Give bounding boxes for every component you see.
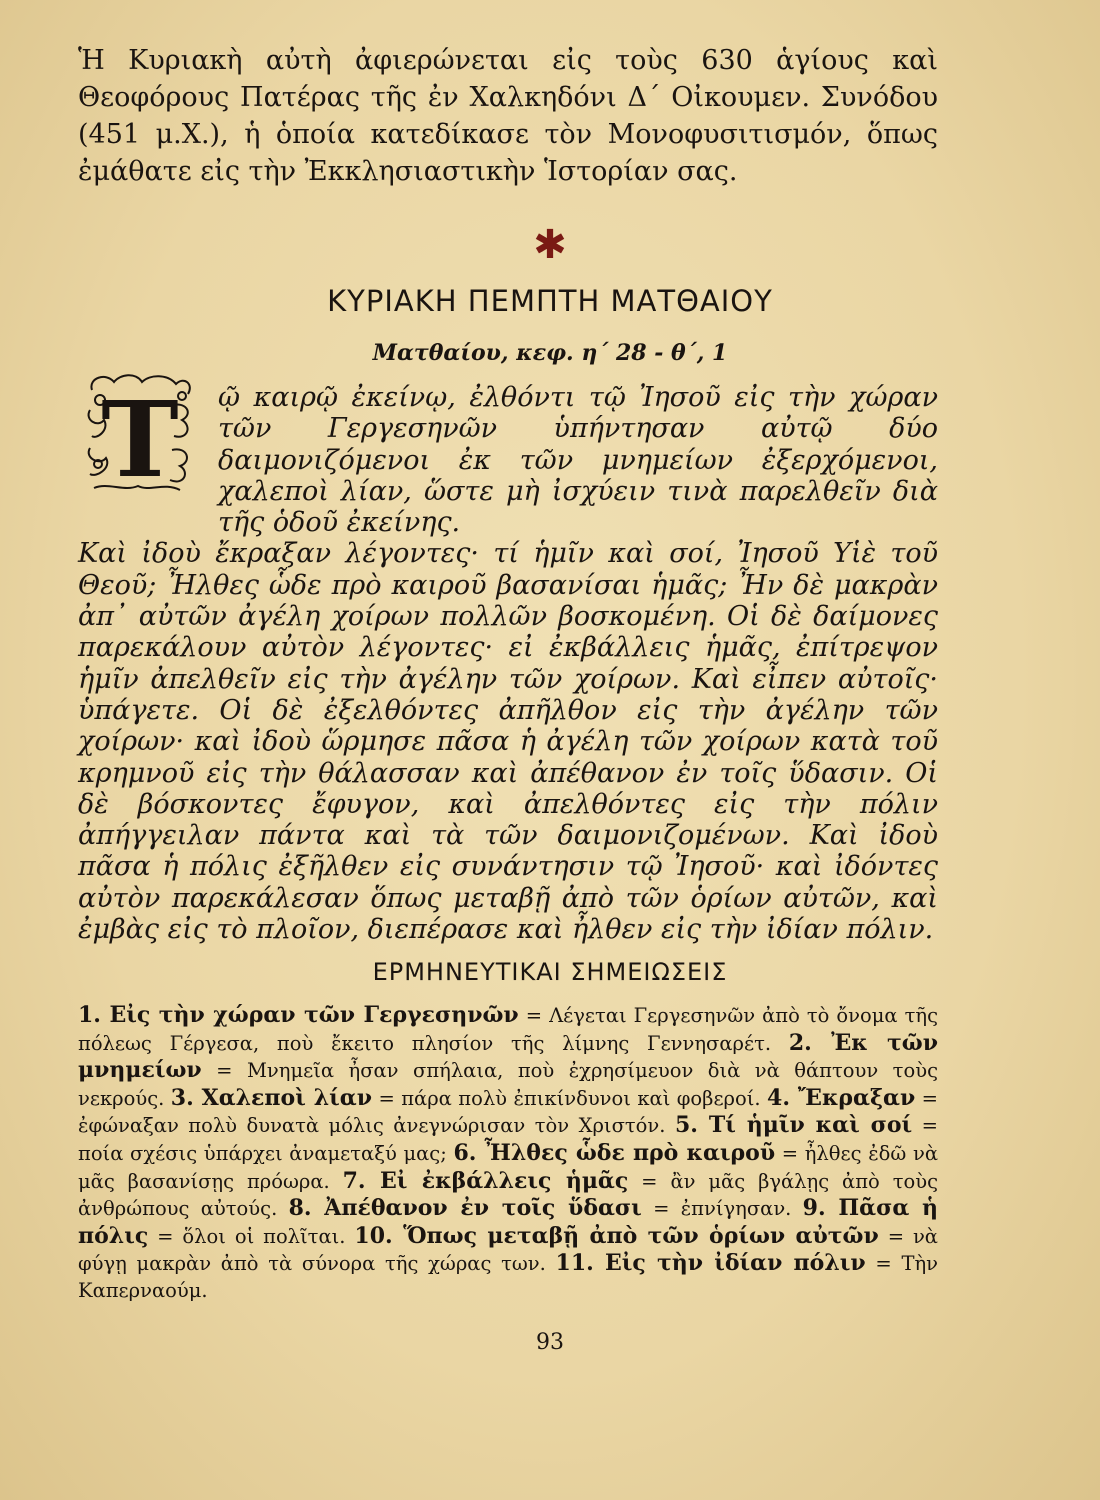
notes-list: 1. Εἰς τὴν χώραν τῶν Γεργεσηνῶν = Λέγεται Γεργεσηνῶν ἀπὸ τὸ ὄνομα τῆς πόλεως Γέργεσα, ποὺ ἔκειτο πλησίον τῆς λίμνης Γεννησαρέτ. 2. Ἐκ τῶν μνημείων = Μνημεῖα ἦσαν σπήλαια, ποὺ ἐχρησίμευον διὰ νὰ θάπτουν τοὺς νεκρούς. 3. Χαλεποὶ λίαν = πάρα πολὺ ἐπικίνδυνοι καὶ φοβεροί. 4. Ἔκραξαν = ἐφώναξαν πολὺ δυνατὰ μόλις ἀνεγνώρισαν τὸν Χριστόν. 5. Τί ἡμῖν καὶ σοί = ποία σχέσις ὑπάρχει ἀναμεταξύ μας; 6. Ἦλθες ὧδε πρὸ καιροῦ = ἦλθες ἐδῶ νὰ μᾶς βασανίσῃς πρόωρα. 7. Εἰ ἐκβάλλεις ἡμᾶς = ἂν μᾶς βγάλῃς ἀπὸ τοὺς ἀνθρώπους αὐτούς. 8. Ἀπέθανον ἐν τοῖς ὕδασι = ἐπνίγησαν. 9. Πᾶσα ἡ πόλις = ὅλοι οἱ πολῖται. 10. Ὅπως μεταβῇ ἀπὸ τῶν ὁρίων αὐτῶν = νὰ φύγῃ μακρὰν ἀπὸ τὰ σύνορα τῆς χώρας των. 11. Εἰς τὴν ἰδίαν πόλιν = Τὴν Καπερναούμ. — [78, 1002, 938, 1302]
note-definition: ἐπνίγησαν. — [680, 1197, 792, 1221]
asterisk-ornament-icon: ✱ — [533, 222, 567, 268]
intro-paragraph: Ἡ Κυριακὴ αὐτὴ ἀφιερώνεται εἰς τοὺς 630 ἁγίους καὶ Θεοφόρους Πατέρας τῆς ἐν Χαλκηδόνι Δ΄ Οἰκουμεν. Συνόδου (451 μ.Χ.), ἡ ὁποία κατεδίκασε τὸν Μονοφυσιτισμόν, ὅπως ἐμάθατε εἰς τὴν Ἐκκλησιαστικὴν Ἱστορίαν σας. — [78, 45, 938, 187]
note-definition: Μνημεῖα ἦσαν σπήλαια, ποὺ ἐχρησίμευον διὰ νὰ θάπτουν τοὺς νεκρούς. — [78, 1059, 938, 1110]
gospel-text — [78, 382, 938, 945]
note-term: 8. Ἀπέθανον ἐν τοῖς ὕδασι — [288, 1195, 642, 1222]
note-definition: ἐφώναξαν πολὺ δυνατὰ μόλις ἀνεγνώρισαν τὸν Χριστόν. — [78, 1114, 666, 1138]
note-term: 2. Ἐκ τῶν μνημείων — [78, 1029, 938, 1084]
note-term: 11. Εἰς τὴν ἰδίαν πόλιν — [555, 1250, 866, 1277]
note-definition: ὅλοι οἱ πολῖται. — [182, 1224, 346, 1248]
drop-cap-letter: Τ — [101, 378, 179, 498]
note-definition: πάρα πολὺ ἐπικίνδυνοι καὶ φοβεροί. — [401, 1086, 761, 1110]
page-number: 93 — [536, 1330, 564, 1355]
note-term: 1. Εἰς τὴν χώραν τῶν Γεργεσηνῶν — [78, 1002, 519, 1028]
note-definition: Λέγεται Γεργεσηνῶν ἀπὸ τὸ ὄνομα τῆς πόλεως Γέργεσα, ποὺ ἔκειτο πλησίον τῆς λίμνης Γεννησαρέτ. — [78, 1004, 938, 1055]
note-definition: Τὴν Καπερναούμ. — [78, 1252, 938, 1302]
gospel-opening: ῷ καιρῷ ἐκείνῳ, ἐλθόντι τῷ Ἰησοῦ εἰς τὴν χώραν τῶν Γεργεσηνῶν ὑπήντησαν αὐτῷ δύο δαιμονιζόμενοι ἐκ τῶν μνημείων ἐξερχόμενοι, χαλεποὶ λίαν, ὥστε μὴ ἰσχύειν τινὰ παρελθεῖν διὰ τῆς ὁδοῦ ἐκείνης. — [218, 382, 938, 539]
section-title: ΚΥΡΙΑΚΗ ΠΕΜΠΤΗ ΜΑΤΘΑΙΟΥ — [327, 284, 773, 318]
note-term: 5. Τί ἡμῖν καὶ σοί — [674, 1112, 913, 1139]
note-definition: ἦλθες ἐδῶ νὰ μᾶς βασανίσῃς πρόωρα. — [78, 1141, 938, 1193]
note-definition: νὰ φύγῃ μακρὰν ἀπὸ τὰ σύνορα τῆς χώρας των. — [78, 1224, 938, 1276]
notes-heading: ΕΡΜΗΝΕΥΤΙΚΑΙ ΣΗΜΕΙΩΣΕΙΣ — [372, 958, 728, 986]
note-term: 9. Πᾶσα ἡ πόλις — [78, 1195, 938, 1249]
note-definition: ἂν μᾶς βγάλῃς ἀπὸ τοὺς ἀνθρώπους αὐτούς. — [78, 1169, 938, 1221]
note-term: 3. Χαλεποὶ λίαν — [170, 1084, 373, 1111]
note-term: 7. Εἰ ἐκβάλλεις ἡμᾶς — [342, 1167, 629, 1194]
scripture-reference: Ματθαίου, κεφ. η΄ 28 - θ΄, 1 — [372, 340, 728, 366]
note-term: 4. Ἔκραξαν — [767, 1084, 916, 1111]
note-term: 10. Ὅπως μεταβῇ ἀπὸ τῶν ὁρίων αὐτῶν — [354, 1222, 879, 1249]
note-term: 6. Ἦλθες ὧδε πρὸ καιροῦ — [453, 1139, 776, 1166]
gospel-continuation: Καὶ ἰδοὺ ἔκραξαν λέγοντες· τί ἡμῖν καὶ σοί, Ἰησοῦ Υἱὲ τοῦ Θεοῦ; Ἦλθες ὧδε πρὸ καιροῦ βασανίσαι ἡμᾶς; Ἦν δὲ μακρὰν ἀπ᾿ αὐτῶν ἀγέλη χοίρων πολλῶν βοσκομένη. Οἱ δὲ δαίμονες παρεκάλουν αὐτὸν λέγοντες· εἰ ἐκβάλλεις ἡμᾶς, ἐπίτρεψον ἡμῖν ἀπελθεῖν εἰς τὴν ἀγέλην τῶν χοίρων. Καὶ εἶπεν αὐτοῖς· ὑπάγετε. Οἱ δὲ ἐξελθόντες ἀπῆλθον εἰς τὴν ἀγέλην τῶν χοίρων· καὶ ἰδοὺ ὥρμησε πᾶσα ἡ ἀγέλη τῶν χοίρων κατὰ τοῦ κρημνοῦ εἰς τὴν θάλασσαν καὶ ἀπέθανον ἐν τοῖς ὕδασιν. Οἱ δὲ βόσκοντες ἔφυγον, καὶ ἀπελθόντες εἰς τὴν πόλιν ἀπήγγειλαν πάντα καὶ τὰ τῶν δαιμονιζομένων. Καὶ ἰδοὺ πᾶσα ἡ πόλις ἐξῆλθεν εἰς συνάντησιν τῷ Ἰησοῦ· καὶ ἰδόντες αὐτὸν παρεκάλεσαν ὅπως μεταβῇ ἀπὸ τῶν ὁρίων αὐτῶν, καὶ ἐμβὰς εἰς τὸ πλοῖον, διεπέρασε καὶ ἦλθεν εἰς τὴν ἰδίαν πόλιν. — [78, 538, 938, 946]
note-definition: ποία σχέσις ὑπάρχει ἀναμεταξύ μας; — [78, 1141, 447, 1165]
